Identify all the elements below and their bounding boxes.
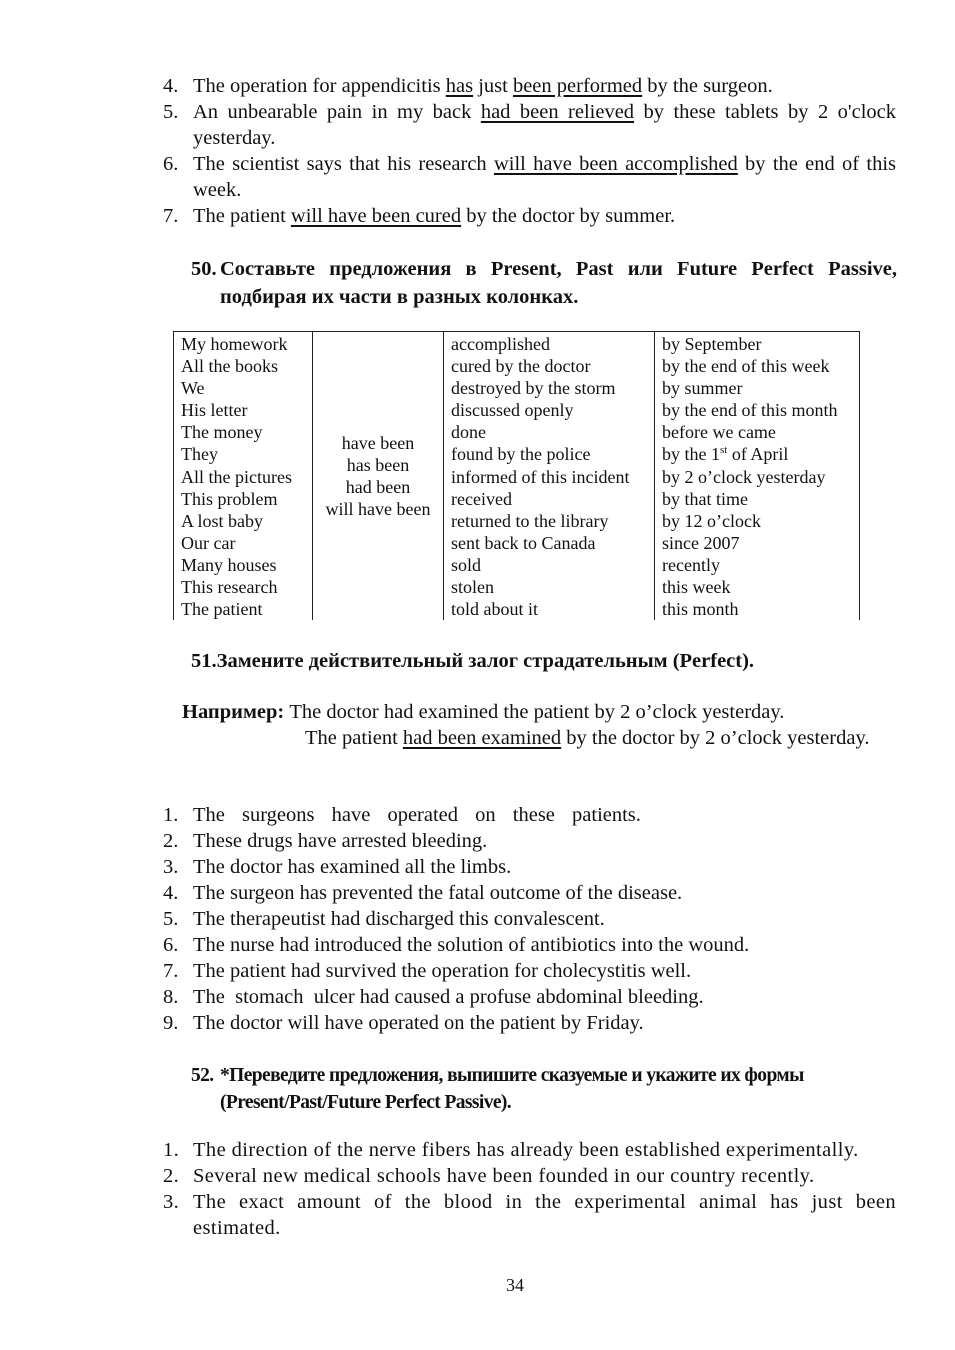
table-cell: by summer — [662, 378, 743, 399]
time-expressions-column — [655, 332, 860, 621]
item-number: 4. — [163, 882, 179, 904]
list-item — [163, 802, 863, 828]
table-cell: sold — [451, 554, 482, 575]
item-number: 9. — [163, 1012, 179, 1034]
list-item — [163, 1010, 863, 1036]
list-item — [163, 203, 896, 229]
item-number: 3. — [163, 1191, 180, 1213]
exercise-number: 52. — [191, 1065, 214, 1086]
table-cell: by 2 o’clock yesterday — [662, 466, 826, 487]
underlined-predicate: has — [445, 75, 474, 97]
table-cell — [662, 443, 859, 465]
list-item — [163, 932, 863, 958]
item-text: The surgeons have operated on these patients. — [193, 804, 641, 826]
example-label: Например: — [182, 701, 285, 723]
exercise-title: *Переведите предложения, выпишите сказуемые и укажите их формы (Present/Past/Future Perfect Passive). — [220, 1065, 804, 1113]
example-active-sentence: The doctor had examined the patient by 2 o’clock yesterday. — [284, 701, 785, 723]
table-cell: accomplished — [451, 334, 550, 354]
table-cell: destroyed by the storm — [451, 378, 616, 399]
list-item — [163, 984, 863, 1010]
list-item — [163, 1137, 896, 1163]
item-text: by these tablets by 2 o'clock yesterday. — [193, 101, 896, 149]
list-item — [163, 906, 863, 932]
item-text: by the surgeon. — [642, 75, 773, 97]
table-cell: sent back to Canada — [451, 532, 596, 553]
list-item — [163, 880, 863, 906]
table-cell: Many houses — [181, 554, 277, 575]
table-cell: The patient — [181, 599, 263, 620]
exercise-50-heading — [191, 255, 897, 311]
item-number: 8. — [163, 986, 179, 1008]
table-cell: this week — [662, 577, 731, 598]
item-text: by the end of this week. — [193, 153, 896, 201]
table-cell: this month — [662, 599, 739, 620]
item-text: The therapeutist had discharged this convalescent. — [193, 908, 605, 930]
underlined-predicate: will have been cured — [290, 205, 462, 227]
exercise-title: Составьте предложения в Present, Past или Future Perfect Passive, подбирая их части в разных колонках. — [220, 258, 897, 308]
underlined-predicate: been performed — [512, 75, 643, 97]
item-text: The patient had survived the operation for cholecystitis well. — [193, 960, 692, 982]
item-number: 7. — [163, 205, 179, 227]
table-cell: The money — [181, 422, 263, 443]
table-cell: Our car — [181, 532, 236, 553]
table-cell: by September — [662, 334, 762, 354]
table-cell: by that time — [662, 488, 748, 509]
item-number: 1. — [163, 1139, 180, 1161]
item-text: The exact amount of the blood in the experimental animal has just been estimated. — [193, 1191, 896, 1239]
item-text: The stomach ulcer had caused a profuse abdominal bleeding. — [193, 986, 704, 1008]
table-cell: A lost baby — [181, 510, 264, 531]
item-text: The operation for appendicitis — [193, 75, 446, 97]
underlined-predicate: had been relieved — [480, 101, 635, 123]
previous-exercise-list — [163, 73, 896, 229]
exercise-52-list — [163, 1137, 896, 1241]
table-cell: discussed openly — [451, 400, 574, 421]
exercise-51-list — [163, 802, 863, 1036]
item-number: 5. — [163, 908, 179, 930]
item-text: by the doctor by summer. — [461, 205, 676, 227]
table-cell: We — [181, 378, 205, 399]
table-cell: recently — [662, 554, 720, 575]
exercise-51-heading: 51.Замените действительный залог страдательным (Perfect). — [191, 650, 755, 672]
table-cell: They — [181, 444, 218, 465]
underlined-predicate: will have been accomplished — [493, 153, 738, 175]
table-cell: before we came — [662, 422, 776, 443]
item-text: The direction of the nerve fibers has already been established experimentally. — [193, 1139, 859, 1161]
item-number: 2. — [163, 830, 179, 852]
table-cell: This research — [181, 577, 278, 598]
table-cell: will have been — [325, 499, 431, 520]
item-number: 7. — [163, 960, 179, 982]
table-cell: by the end of this month — [662, 400, 838, 421]
list-item — [163, 958, 863, 984]
list-item — [163, 828, 863, 854]
exercise-52-heading — [191, 1062, 897, 1116]
list-item — [163, 99, 896, 151]
table-cell: All the pictures — [181, 466, 292, 487]
item-number: 6. — [163, 934, 179, 956]
item-text: The doctor will have operated on the patient by Friday. — [193, 1012, 644, 1034]
table-cell: My homework — [181, 334, 288, 354]
list-item — [163, 1163, 896, 1189]
example-block — [182, 699, 882, 751]
example-passive-sentence — [182, 725, 882, 751]
list-item — [163, 854, 863, 880]
table-cell: returned to the library — [451, 510, 609, 531]
table-cell: have been — [341, 432, 415, 453]
exercise-number: 50. — [191, 258, 217, 280]
underlined-predicate: had been examined — [402, 727, 562, 749]
item-text: just — [473, 75, 513, 97]
item-number: 3. — [163, 856, 179, 878]
table-cell: His letter — [181, 400, 248, 421]
item-text: The nurse had introduced the solution of antibiotics into the wound. — [193, 934, 750, 956]
table-cell: cured by the doctor — [451, 356, 591, 377]
ordinal-suffix: st — [720, 444, 728, 457]
table-cell: by the end of this week — [662, 356, 830, 377]
auxiliary-verbs-column — [313, 332, 444, 621]
item-text: Several new medical schools have been founded in our country recently. — [193, 1165, 815, 1187]
example-text: The patient — [305, 727, 403, 749]
table-cell: received — [451, 488, 512, 509]
table-cell: This problem — [181, 488, 278, 509]
substitution-table — [173, 331, 860, 620]
item-text: These drugs have arrested bleeding. — [193, 830, 488, 852]
table-cell: informed of this incident — [451, 466, 630, 487]
table-cell: found by the police — [451, 444, 591, 465]
table-cell: stolen — [451, 577, 494, 598]
cell-text: of April — [727, 444, 789, 465]
table-cell: had been — [345, 477, 411, 498]
subjects-column — [174, 332, 313, 621]
table-cell: since 2007 — [662, 532, 740, 553]
list-item — [163, 1189, 896, 1241]
item-number: 5. — [163, 101, 179, 123]
list-item — [163, 73, 896, 99]
table-cell: has been — [346, 455, 410, 476]
item-number: 2. — [163, 1165, 180, 1187]
page-number: 34 — [506, 1275, 524, 1295]
table-cell: by 12 o’clock — [662, 510, 761, 531]
item-text: The patient — [193, 205, 291, 227]
list-item — [163, 151, 896, 203]
participles-column — [444, 332, 655, 621]
item-text: An unbearable pain in my back — [193, 101, 481, 123]
cell-text: by the 1 — [662, 444, 720, 465]
example-text: by the doctor by 2 o’clock yesterday. — [561, 727, 870, 749]
item-text: The scientist says that his research — [193, 153, 494, 175]
item-text: The doctor has examined all the limbs. — [193, 856, 512, 878]
table-cell: done — [451, 422, 486, 443]
item-number: 1. — [163, 804, 179, 826]
item-number: 6. — [163, 153, 179, 175]
item-text: The surgeon has prevented the fatal outcome of the disease. — [193, 882, 683, 904]
table-cell: told about it — [451, 599, 538, 620]
table-cell: All the books — [181, 356, 278, 377]
item-number: 4. — [163, 75, 179, 97]
